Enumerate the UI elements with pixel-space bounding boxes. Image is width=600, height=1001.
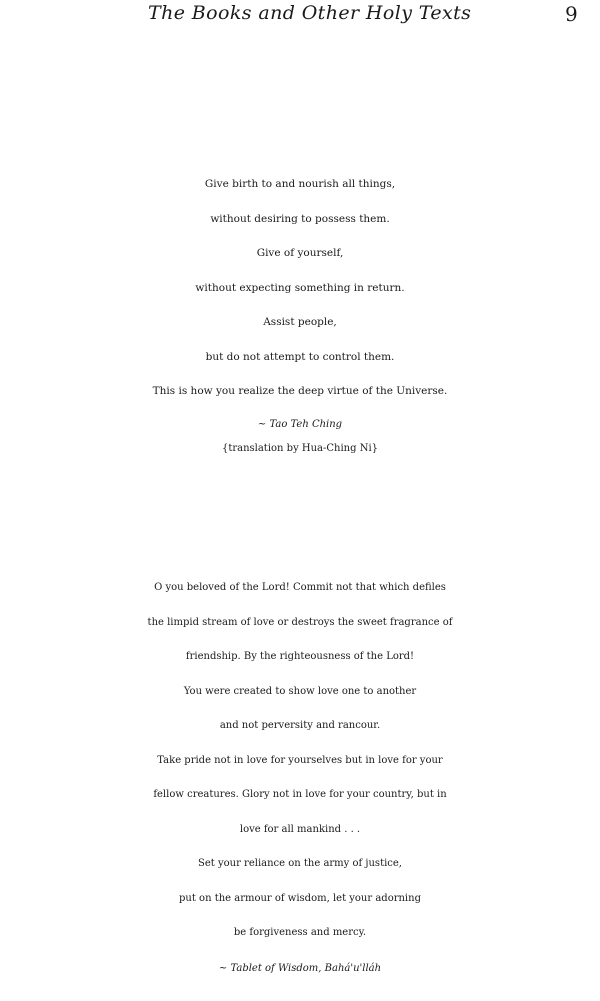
quote-line: without desiring to possess them. bbox=[210, 212, 390, 225]
quote-line: O you beloved of the Lord! Commit not that which defiles bbox=[154, 582, 446, 593]
translation-note: {translation by Hua-Ching Ni} bbox=[221, 442, 379, 454]
quote-line: Give birth to and nourish all things, bbox=[204, 178, 396, 190]
attribution-source: Tablet of Wisdom, Bahá'u'lláh bbox=[230, 962, 382, 974]
quote-line: You were created to show love one to another bbox=[183, 685, 417, 697]
quote-line: Give of yourself, bbox=[256, 247, 344, 259]
quote-tablet-of-wisdom bbox=[0, 571, 600, 982]
quote-line: put on the armour of wisdom, let your adorning bbox=[179, 892, 421, 904]
attribution-source: Tao Teh Ching bbox=[269, 418, 343, 430]
quote-attribution bbox=[0, 955, 600, 982]
quote-line: be forgiveness and mercy. bbox=[233, 927, 367, 938]
running-head-title: The Books and Other Holy Texts bbox=[148, 2, 472, 24]
quote-line: fellow creatures. Glory not in love for your country, but in bbox=[153, 789, 447, 800]
quote-line: and not perversity and rancour. bbox=[219, 720, 381, 731]
quote-line: the limpid stream of love or destroys the sweet fragrance of bbox=[147, 616, 453, 628]
attribution-dash: ~ bbox=[218, 962, 228, 974]
quote-line: but do not attempt to control them. bbox=[205, 350, 395, 363]
quote-line: Set your reliance on the army of justice, bbox=[198, 858, 402, 869]
quote-line: Take pride not in love for yourselves but in love for your bbox=[157, 754, 443, 766]
quote-line: This is how you realize the deep virtue of the Universe. bbox=[152, 385, 448, 397]
page-number: 9 bbox=[565, 2, 578, 26]
quote-line: love for all mankind . . . bbox=[239, 823, 361, 835]
quote-tao-teh-ching bbox=[0, 167, 600, 460]
attribution-dash: ~ bbox=[257, 418, 267, 430]
quote-line: Assist people, bbox=[263, 316, 337, 328]
quote-line: without expecting something in return. bbox=[195, 281, 405, 294]
quote-line: friendship. By the righteousness of the Lord! bbox=[185, 651, 415, 662]
quote-attribution bbox=[0, 411, 600, 438]
